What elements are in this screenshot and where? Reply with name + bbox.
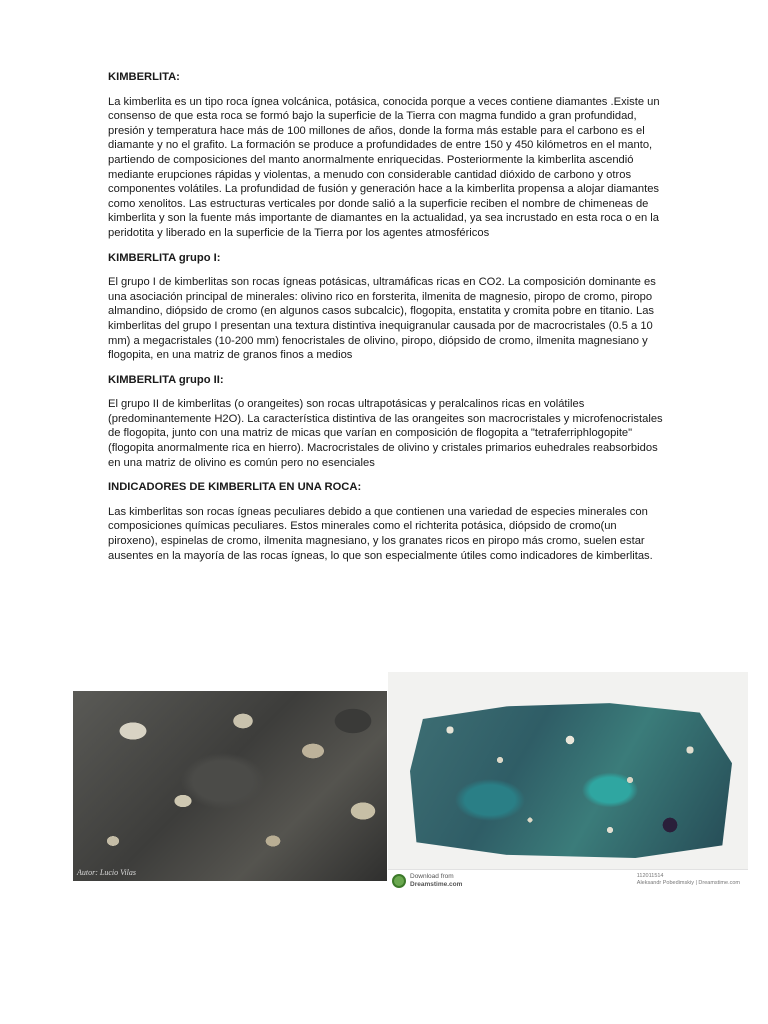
photo-credit: Autor: Lucio Vilas [77,868,136,877]
section-body-grupo-1: El grupo I de kimberlitas son rocas ígneas potásicas, ultramáficas ricas en CO2. La composición dominante es una asociación principal de minerales: olivino rico en forsterita, ilmenita de magnesio, piropo de cromo, piropo almandino, diópsido de cromo (en algunos casos subcalcic), flogopita, enstatita y cromita pobre en titanio. Las kimberlitas del grupo I presentan una textura distintiva inequigranular causada por de macrocristales (0.5 a 10 mm) a megacristales (10-200 mm) fenocristales de olivino, piropo, diópsido de cromo, ilmenita magnesiano y flogopita, en una matriz de granos finos a medios [108,276,656,362]
image-author: Aleksandr Pobedimskiy | Dreamstime.com [636,880,740,886]
section-heading-indicadores: INDICADORES DE KIMBERLITA EN UNA ROCA: [108,481,362,494]
stock-photo-bar [388,869,748,892]
kimberlite-outcrop-photo [73,691,387,881]
image-id: 112011514 [636,873,664,879]
download-note [410,873,462,888]
kimberlite-specimen-photo [388,672,748,892]
section-heading-grupo-2: KIMBERLITA grupo II: [108,373,224,386]
section-body-indicadores: Las kimberlitas son rocas ígneas peculiares debido a que contienen una variedad de especies minerales con composiciones químicas peculiares. Estos minerales como el richterita potásica, diópsido de cromo(un piroxeno), espinelas de cromo, ilmenita magnesiano, y los granates ricos en piropo más cromo, suelen estar ausentes en la mayoría de las rocas ígneas, lo que son especialmente útiles como indicadores de kimberlitas. [108,505,653,562]
rock-specimen [410,700,732,858]
dreamstime-logo-icon [392,874,406,888]
download-line-2: Dreamstime.com [410,880,463,888]
section-heading-kimberlita: KIMBERLITA: [108,71,180,83]
download-line-1: Download from [410,873,454,880]
text-column [108,70,664,573]
section-body-grupo-2: El grupo II de kimberlitas (o orangeites) son rocas ultrapotásicas y peralcalinos ricas en volátiles (predominantemente H2O). La característica distintiva de las orangeites son macrocristales y microfenocristales de flogopita, junto con una matriz de micas que varían en composición de flogopita a "tetraferriphlogopite" (flogopita anormalmente rica en hierro). Macrocristales de olivino y cristales primarios euhedrales reabsorbidos en una matriz de olivino es común pero no esenciales [108,398,663,469]
section-heading-grupo-1: KIMBERLITA grupo I: [108,251,221,264]
section-body-kimberlita: La kimberlita es un tipo roca ígnea volcánica, potásica, conocida porque a veces contiene diamantes .Existe un consenso de que esta roca se formó bajo la superficie de la Tierra con magma fundido a gran profundidad, presión y temperatura hace más de 100 millones de años, donde la forma más estable para el carbono es el diamante y no el grafito. La formación se produce a profundidades de entre 150 y 450 kilómetros en el manto, partiendo de composiciones del manto anormalmente enriquecidas. Posteriormente la kimberlita ascendió mediante erupciones rápidas y violentas, a menudo con considerable cantidad dióxido de carbono y otros componentes volátiles. La profundidad de fusión y generación hace a la kimberlita propensa a alojar diamantes como xenolitos. Las estructuras verticales por donde salió a la superficie reciben el nombre de chimeneas de kimberlita y son la fuente más importante de diamantes en la actualidad, ya sea incrustado en esta roca o en la peridotita y liberado en la superficie de la Tierra por los agentes atmosféricos [108,95,660,239]
image-id-note [637,873,740,887]
